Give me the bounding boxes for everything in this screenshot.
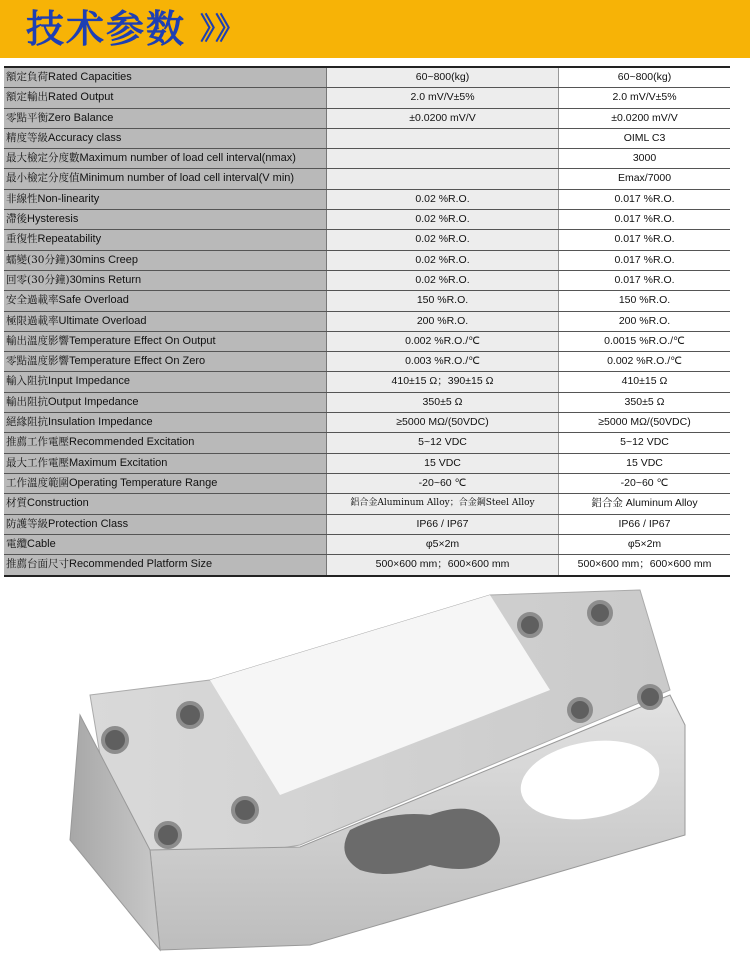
spec-value-col2: 15 VDC [559, 454, 730, 473]
table-row [4, 149, 730, 169]
spec-label-en: Temperature Effect On Output [69, 334, 216, 347]
spec-label [4, 433, 327, 452]
spec-value-col1: 0.003 %R.O./℃ [327, 352, 559, 371]
table-row [4, 129, 730, 149]
table-row [4, 271, 730, 291]
spec-label-en: Input Impedance [48, 375, 130, 388]
spec-value-col1: 0.02 %R.O. [327, 230, 559, 249]
spec-value-col2: 60~800(kg) [559, 68, 730, 87]
spec-value-col1: 500×600 mm；600×600 mm [327, 555, 559, 575]
spec-label-en: 30mins Return [69, 273, 142, 286]
spec-label [4, 230, 327, 249]
spec-value-col1: 0.02 %R.O. [327, 271, 559, 290]
spec-label-en: Recommended Platform Size [69, 558, 213, 571]
spec-label [4, 312, 327, 331]
spec-label-en: Operating Temperature Range [69, 476, 218, 489]
table-row [4, 393, 730, 413]
spec-label-cn: 額定輸出 [6, 91, 48, 104]
spec-value-col2: 0.017 %R.O. [559, 251, 730, 270]
spec-label-cn: 重復性 [6, 233, 38, 246]
spec-table [4, 66, 730, 577]
spec-value-col1: ≥5000 MΩ/(50VDC) [327, 413, 559, 432]
spec-label-en: Rated Output [48, 91, 114, 104]
spec-label-en: Ultimate Overload [58, 314, 147, 327]
spec-value-col2: 0.017 %R.O. [559, 210, 730, 229]
spec-value-col1: 0.02 %R.O. [327, 190, 559, 209]
double-chevron-icon: 》》 [200, 12, 245, 47]
spec-label-cn: 推薦工作電壓 [6, 436, 69, 449]
table-row [4, 515, 730, 535]
spec-label-en: Accuracy class [48, 131, 122, 144]
table-row [4, 454, 730, 474]
spec-value-col2: IP66 / IP67 [559, 515, 730, 534]
spec-label [4, 210, 327, 229]
spec-value-col1: IP66 / IP67 [327, 515, 559, 534]
spec-label [4, 169, 327, 188]
spec-label [4, 372, 327, 391]
table-row [4, 474, 730, 494]
spec-label-en: Safe Overload [58, 294, 129, 307]
spec-label-cn: 防護等級 [6, 517, 48, 530]
spec-value-col1: 200 %R.O. [327, 312, 559, 331]
spec-label [4, 393, 327, 412]
spec-value-col2: Emax/7000 [559, 169, 730, 188]
spec-label-cn: 最小檢定分度值 [6, 172, 80, 185]
spec-label-cn: 電纜 [6, 537, 27, 550]
spec-label-cn: 精度等級 [6, 131, 48, 144]
spec-value-col2: 150 %R.O. [559, 291, 730, 310]
spec-label-cn: 安全過載率 [6, 294, 59, 307]
spec-value-col2: 0.017 %R.O. [559, 190, 730, 209]
spec-label-en: Recommended Excitation [69, 436, 195, 449]
spec-label-cn: 額定負荷 [6, 71, 48, 83]
spec-value-col2: 0.017 %R.O. [559, 271, 730, 290]
table-row [4, 555, 730, 575]
table-row [4, 332, 730, 352]
spec-value-col2: 3000 [559, 149, 730, 168]
spec-value-col2: φ5×2m [559, 535, 730, 554]
spec-value-col2: 350±5 Ω [559, 393, 730, 412]
spec-value-col2: OIML C3 [559, 129, 730, 148]
spec-value-col1: 鋁合金Aluminum Alloy；合金鋼Steel Alloy [327, 494, 559, 513]
spec-label-cn: 零點平衡 [6, 111, 48, 124]
spec-label-cn: 輸出阻抗 [6, 395, 48, 408]
table-row [4, 109, 730, 129]
spec-label-cn: 回零(30分鐘) [6, 273, 70, 286]
table-row [4, 68, 730, 88]
spec-label [4, 454, 327, 473]
spec-label-cn: 非線性 [6, 192, 38, 205]
spec-value-col1: ±0.0200 mV/V [327, 109, 559, 128]
spec-label [4, 494, 327, 513]
spec-value-col2: 500×600 mm；600×600 mm [559, 555, 730, 575]
spec-value-col1 [327, 169, 559, 188]
title-banner [0, 0, 750, 58]
spec-value-col2: -20~60 ℃ [559, 474, 730, 493]
table-row [4, 230, 730, 250]
spec-label [4, 515, 327, 534]
spec-label [4, 332, 327, 351]
table-row [4, 352, 730, 372]
spec-label-cn: 最大工作電壓 [6, 456, 69, 469]
spec-label [4, 109, 327, 128]
spec-label-en: Zero Balance [48, 111, 114, 124]
spec-label [4, 352, 327, 371]
spec-label [4, 271, 327, 290]
table-row [4, 291, 730, 311]
spec-label-cn: 蠕變(30分鐘) [6, 253, 70, 266]
table-row [4, 372, 730, 392]
spec-label-cn: 推薦台面尺寸 [6, 558, 69, 571]
spec-label [4, 535, 327, 554]
spec-value-col1 [327, 129, 559, 148]
table-row [4, 88, 730, 108]
spec-value-col2: 200 %R.O. [559, 312, 730, 331]
spec-label [4, 149, 327, 168]
spec-value-col1: 150 %R.O. [327, 291, 559, 310]
spec-label-cn: 極限過載率 [6, 314, 59, 327]
spec-value-col2: 5~12 VDC [559, 433, 730, 452]
spec-value-col1: 350±5 Ω [327, 393, 559, 412]
spec-value-col1: 0.02 %R.O. [327, 210, 559, 229]
spec-value-col2: 鋁合金 Aluminum Alloy [559, 494, 730, 513]
spec-label [4, 88, 327, 107]
spec-value-col2: 0.017 %R.O. [559, 230, 730, 249]
spec-label-cn: 絕緣阻抗 [6, 416, 48, 429]
spec-label [4, 474, 327, 493]
spec-label-en: Minimum number of load cell interval(V min) [79, 172, 295, 185]
spec-label-en: Construction [27, 497, 89, 510]
spec-label [4, 129, 327, 148]
table-row [4, 251, 730, 271]
spec-value-col1: 2.0 mV/V±5% [327, 88, 559, 107]
spec-label-en: Cable [27, 537, 56, 550]
spec-value-col2: ±0.0200 mV/V [559, 109, 730, 128]
spec-label-cn: 輸出溫度影響 [6, 334, 69, 347]
spec-label-en: Hysteresis [27, 213, 79, 226]
spec-value-col1: 0.02 %R.O. [327, 251, 559, 270]
spec-label-en: Maximum Excitation [69, 456, 168, 469]
spec-label-en: Non-linearity [37, 192, 100, 205]
table-row [4, 494, 730, 514]
spec-label-en: Maximum number of load cell interval(nmax) [79, 152, 296, 165]
spec-value-col1: 5~12 VDC [327, 433, 559, 452]
spec-label-cn: 材質 [6, 497, 27, 510]
spec-label-en: Rated Capacities [48, 71, 132, 83]
table-row [4, 535, 730, 555]
spec-label-en: 30mins Creep [69, 253, 139, 266]
spec-value-col1: 0.002 %R.O./℃ [327, 332, 559, 351]
spec-label-cn: 輸入阻抗 [6, 375, 48, 388]
spec-label-en: Insulation Impedance [48, 416, 153, 429]
table-row [4, 190, 730, 210]
spec-label-en: Protection Class [48, 517, 129, 530]
spec-value-col1: φ5×2m [327, 535, 559, 554]
spec-label [4, 190, 327, 209]
table-row [4, 210, 730, 230]
spec-label-cn: 最大檢定分度數 [6, 152, 80, 165]
spec-label-en: Repeatability [37, 233, 102, 246]
spec-label-en: Temperature Effect On Zero [69, 355, 206, 368]
spec-value-col1 [327, 149, 559, 168]
spec-value-col2: 410±15 Ω [559, 372, 730, 391]
table-row [4, 312, 730, 332]
spec-value-col2: 0.002 %R.O./℃ [559, 352, 730, 371]
spec-label [4, 291, 327, 310]
spec-label-en: Output Impedance [48, 395, 139, 408]
spec-value-col2: ≥5000 MΩ/(50VDC) [559, 413, 730, 432]
spec-label [4, 413, 327, 432]
spec-value-col1: -20~60 ℃ [327, 474, 559, 493]
spec-value-col1: 410±15 Ω；390±15 Ω [327, 372, 559, 391]
spec-label [4, 555, 327, 575]
spec-label-cn: 滯後 [6, 213, 27, 226]
spec-label-cn: 零點溫度影響 [6, 355, 69, 368]
page-title: 技术参数 [26, 7, 187, 51]
spec-value-col2: 2.0 mV/V±5% [559, 88, 730, 107]
load-cell-image [50, 585, 700, 955]
spec-value-col2: 0.0015 %R.O./℃ [559, 332, 730, 351]
spec-value-col1: 15 VDC [327, 454, 559, 473]
table-row [4, 433, 730, 453]
spec-label [4, 251, 327, 270]
table-row [4, 413, 730, 433]
table-row [4, 169, 730, 189]
spec-label-cn: 工作溫度範圍 [6, 476, 69, 489]
spec-label [4, 68, 327, 87]
spec-value-col1: 60~800(kg) [327, 68, 559, 87]
